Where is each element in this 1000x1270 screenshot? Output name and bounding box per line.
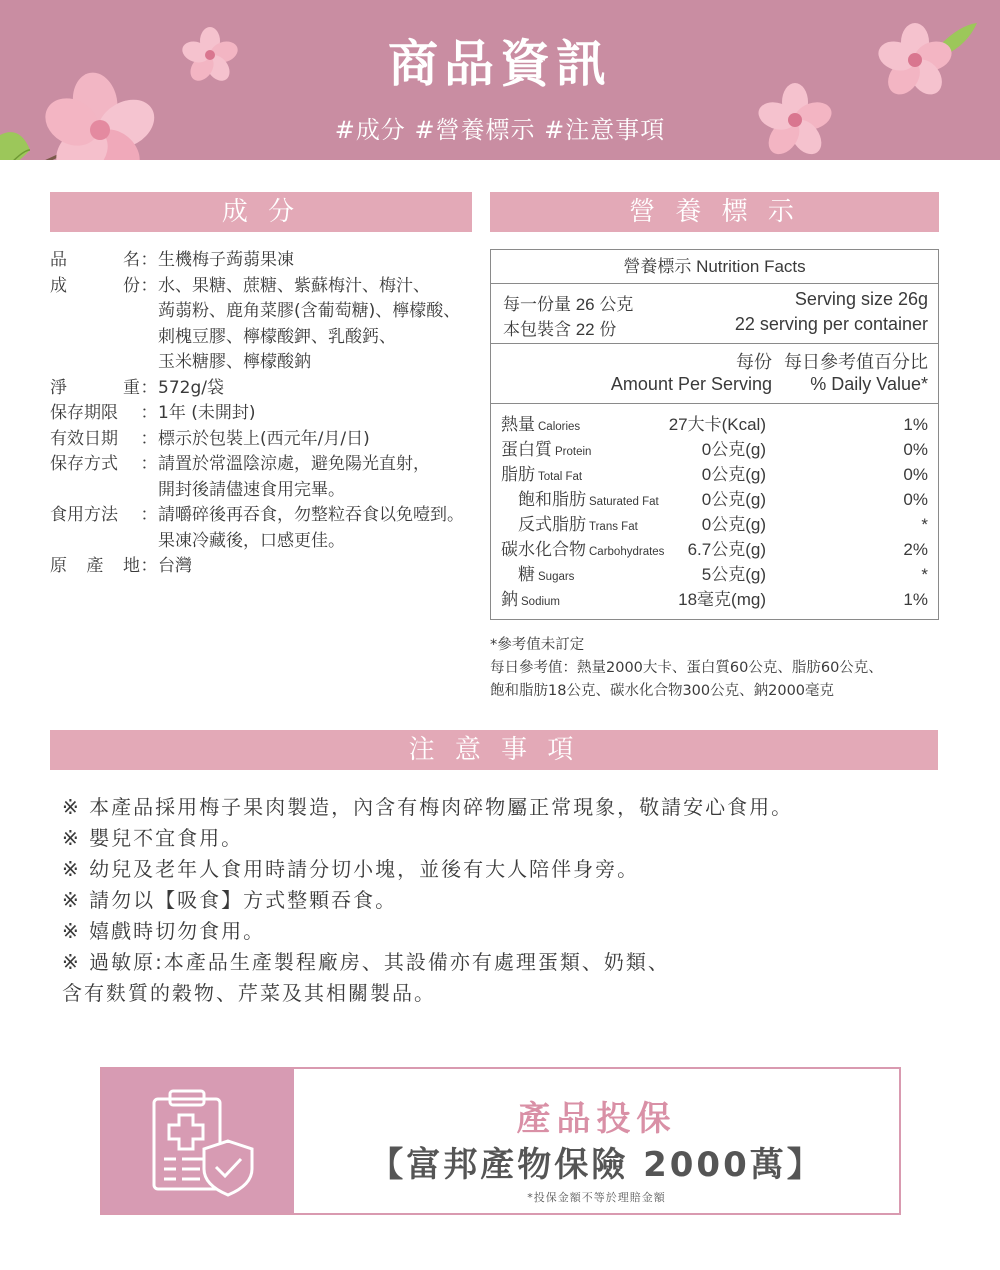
- nutrient-daily-value: 1%: [903, 415, 928, 434]
- nutrient-amount: 0公克(g): [701, 490, 766, 509]
- ingredient-label: [50, 452, 140, 478]
- servings-per-container-zh: 本包裝含 22 份: [503, 320, 617, 339]
- ingredient-row: [50, 299, 480, 325]
- nutrient-daily-value: *: [921, 515, 928, 534]
- nutrient-name-en: Carbohydrates: [589, 546, 665, 558]
- ingredient-label: [50, 248, 140, 274]
- ingredient-row: [50, 350, 480, 376]
- nutrient-name-en: Sugars: [538, 571, 575, 583]
- per-serving-zh: 每份: [736, 352, 772, 372]
- ingredient-label-char: 地: [123, 556, 140, 576]
- colon: ：: [140, 377, 158, 398]
- nutrient-row: [491, 537, 938, 562]
- ingredient-row: [50, 401, 480, 427]
- nutrient-daily-value: 0%: [903, 440, 928, 459]
- nutrition-facts-table: [490, 249, 939, 620]
- nutrient-name-zh: 熱量: [501, 415, 535, 434]
- ingredients-section-bar: 成 分: [50, 192, 472, 232]
- nutrient-daily-value: 2%: [903, 540, 928, 559]
- nutrient-name: [518, 487, 659, 515]
- note-item: ※ 過敏原:本產品生產製程廠房、其設備亦有處理蛋類、奶類、: [62, 950, 670, 974]
- nutrient-row: [491, 437, 938, 462]
- reference-notes: [490, 634, 940, 703]
- ingredient-row: [50, 248, 480, 274]
- nutrient-name: [518, 512, 638, 540]
- nutrient-name: [501, 437, 591, 465]
- ingredient-row: [50, 376, 480, 402]
- nutrient-row: [491, 587, 938, 612]
- nutrient-name: [501, 462, 582, 490]
- nutrient-name-zh: 脂肪: [501, 465, 535, 484]
- reference-note-1: *參考值未訂定: [490, 637, 585, 653]
- nutrient-name-en: Total Fat: [538, 471, 583, 483]
- nutrient-name: [501, 587, 560, 615]
- nutrient-name: [518, 562, 574, 590]
- header-banner: [0, 0, 1000, 160]
- colon: ：: [140, 250, 158, 270]
- ingredient-label: [50, 503, 140, 529]
- ingredient-row: [50, 325, 480, 351]
- nutrient-row: [491, 562, 938, 587]
- nutrient-name-zh: 飽和脂肪: [518, 490, 586, 509]
- ingredient-row: [50, 452, 480, 478]
- ingredient-row: [50, 503, 480, 529]
- page-title: 商品資訊: [388, 35, 612, 93]
- amount-per-serving-header: [491, 344, 938, 404]
- ingredient-label-char: 成: [50, 275, 67, 296]
- ingredient-label-char: 保存方式: [50, 454, 118, 474]
- nutrient-row: [491, 412, 938, 437]
- colon: ：: [140, 556, 158, 576]
- reference-note-2: 每日參考值：熱量2000大卡、蛋白質60公克、脂肪60公克、: [490, 660, 883, 676]
- serving-info: [491, 284, 938, 344]
- ingredient-label-char: 淨: [50, 377, 67, 398]
- nutrient-name-zh: 糖: [518, 565, 535, 584]
- nutrition-facts-header: 營養標示 Nutrition Facts: [491, 250, 938, 284]
- ingredient-value-cont: 刺槐豆膠、檸檬酸鉀、乳酸鈣、: [158, 326, 396, 347]
- colon: ：: [140, 505, 158, 525]
- ingredient-label-char: 重: [123, 377, 140, 398]
- ingredient-value-cont: 蒟蒻粉、鹿角菜膠(含葡萄糖)、檸檬酸、: [158, 301, 461, 321]
- ingredient-label: [50, 427, 140, 453]
- ingredient-value: 水、果糖、蔗糖、紫蘇梅汁、梅汁、: [158, 275, 430, 296]
- ingredient-value: 台灣: [158, 556, 192, 576]
- nutrient-daily-value: 0%: [903, 490, 928, 509]
- insurance-title: 產品投保: [516, 1099, 677, 1139]
- servings-per-container-en: 22 serving per container: [734, 314, 928, 334]
- colon: ：: [140, 275, 158, 296]
- ingredient-label: [50, 376, 140, 402]
- notes-section-bar: 注 意 事 項: [50, 730, 938, 770]
- nutrient-row: [491, 462, 938, 487]
- nutrient-amount: 0公克(g): [701, 465, 766, 484]
- nutrient-amount: 5公克(g): [701, 565, 766, 584]
- note-item: ※ 嬉戲時切勿食用。: [62, 919, 266, 943]
- ingredient-value: 標示於包裝上(西元年/月/日): [158, 428, 370, 449]
- nutrient-row: [491, 512, 938, 537]
- insurance-note: *投保金額不等於理賠金額: [527, 1191, 666, 1204]
- ingredient-value: 572g/袋: [158, 377, 224, 398]
- nutrient-amount: 0公克(g): [701, 515, 766, 534]
- nutrient-row: [491, 487, 938, 512]
- ingredient-label: [50, 274, 140, 300]
- daily-value-en: % Daily Value*: [810, 374, 928, 394]
- note-item: ※ 請勿以【吸食】方式整顆吞食。: [62, 888, 398, 912]
- nutrient-name-en: Protein: [555, 446, 592, 458]
- colon: ：: [140, 403, 158, 423]
- nutrient-name-en: Calories: [538, 421, 581, 433]
- ingredient-row: [50, 274, 480, 300]
- nutrient-daily-value: 1%: [903, 590, 928, 609]
- ingredient-label-char: 食用方法: [50, 505, 118, 525]
- per-serving-en: Amount Per Serving: [610, 374, 772, 394]
- ingredient-label-char: 產: [86, 556, 104, 576]
- nutrient-daily-value: 0%: [903, 465, 928, 484]
- nutrition-section-bar: 營 養 標 示: [490, 192, 939, 232]
- ingredient-label: [50, 554, 140, 580]
- nutrient-name: [501, 412, 580, 440]
- ingredient-row: [50, 529, 480, 555]
- ingredient-label-char: 原: [50, 556, 67, 576]
- colon: ：: [140, 454, 158, 474]
- insurance-box: [100, 1067, 901, 1215]
- nutrient-name-zh: 鈉: [501, 590, 518, 609]
- note-item: 含有麩質的穀物、芹菜及其相關製品。: [62, 981, 436, 1005]
- daily-value-zh: 每日參考值百分比: [784, 352, 928, 372]
- ingredient-value-cont: 開封後請儘速食用完畢。: [158, 479, 345, 500]
- nutrient-name-en: Saturated Fat: [589, 496, 659, 508]
- nutrient-amount: 18毫克(mg): [678, 590, 766, 609]
- ingredients-list: [50, 248, 480, 580]
- note-item: ※ 嬰兒不宜食用。: [62, 826, 244, 850]
- page-tags: #成分 #營養標示 #注意事項: [334, 116, 666, 144]
- serving-size-en: Serving size 26g: [794, 289, 928, 309]
- insurance-subtitle: 【富邦產物保險 2000萬】: [369, 1145, 824, 1185]
- ingredient-row: [50, 427, 480, 453]
- ingredient-label-char: 份: [123, 275, 140, 296]
- note-item: ※ 幼兒及老年人食用時請分切小塊，並後有大人陪伴身旁。: [62, 857, 640, 881]
- ingredient-value: 請嚼碎後再吞食，勿整粒吞食以免噎到。: [158, 505, 464, 525]
- serving-size-zh: 每一份量 26 公克: [503, 295, 634, 314]
- nutrient-name-en: Sodium: [521, 596, 560, 608]
- nutrient-name-zh: 碳水化合物: [501, 540, 586, 559]
- ingredient-value: 請置於常溫陰涼處，避免陽光直射，: [158, 454, 430, 474]
- notes-list: [62, 792, 942, 1009]
- nutrient-name: [501, 537, 664, 565]
- ingredient-row: [50, 478, 480, 504]
- nutrient-name-zh: 反式脂肪: [518, 515, 586, 534]
- ingredient-label: [50, 401, 140, 427]
- nutrient-name-en: Trans Fat: [589, 521, 638, 533]
- note-item: ※ 本產品採用梅子果肉製造，內含有梅肉碎物屬正常現象，敬請安心食用。: [62, 795, 794, 819]
- nutrient-rows: [491, 412, 938, 612]
- ingredient-value-cont: 玉米糖膠、檸檬酸鈉: [158, 352, 311, 372]
- colon: ：: [140, 428, 158, 449]
- ingredient-label-char: 有效日期: [50, 428, 118, 449]
- ingredient-value-cont: 果凍冷藏後，口感更佳。: [158, 530, 345, 551]
- ingredient-label-char: 品: [50, 250, 67, 270]
- nutrient-amount: 0公克(g): [701, 440, 766, 459]
- ingredient-value: 1年 (未開封): [158, 403, 256, 423]
- insurance-icon-panel: [102, 1069, 294, 1213]
- ingredient-label-char: 名: [123, 250, 140, 270]
- clipboard-shield-icon: [148, 1089, 258, 1199]
- nutrient-amount: 27大卡(Kcal): [668, 415, 766, 434]
- ingredient-label-char: 保存期限: [50, 403, 118, 423]
- nutrient-daily-value: *: [921, 565, 928, 584]
- ingredient-row: [50, 554, 480, 580]
- ingredient-value: 生機梅子蒟蒻果凍: [158, 250, 294, 270]
- nutrient-amount: 6.7公克(g): [687, 540, 766, 559]
- nutrient-name-zh: 蛋白質: [501, 440, 552, 459]
- reference-note-3: 飽和脂肪18公克、碳水化合物300公克、鈉2000毫克: [490, 683, 835, 699]
